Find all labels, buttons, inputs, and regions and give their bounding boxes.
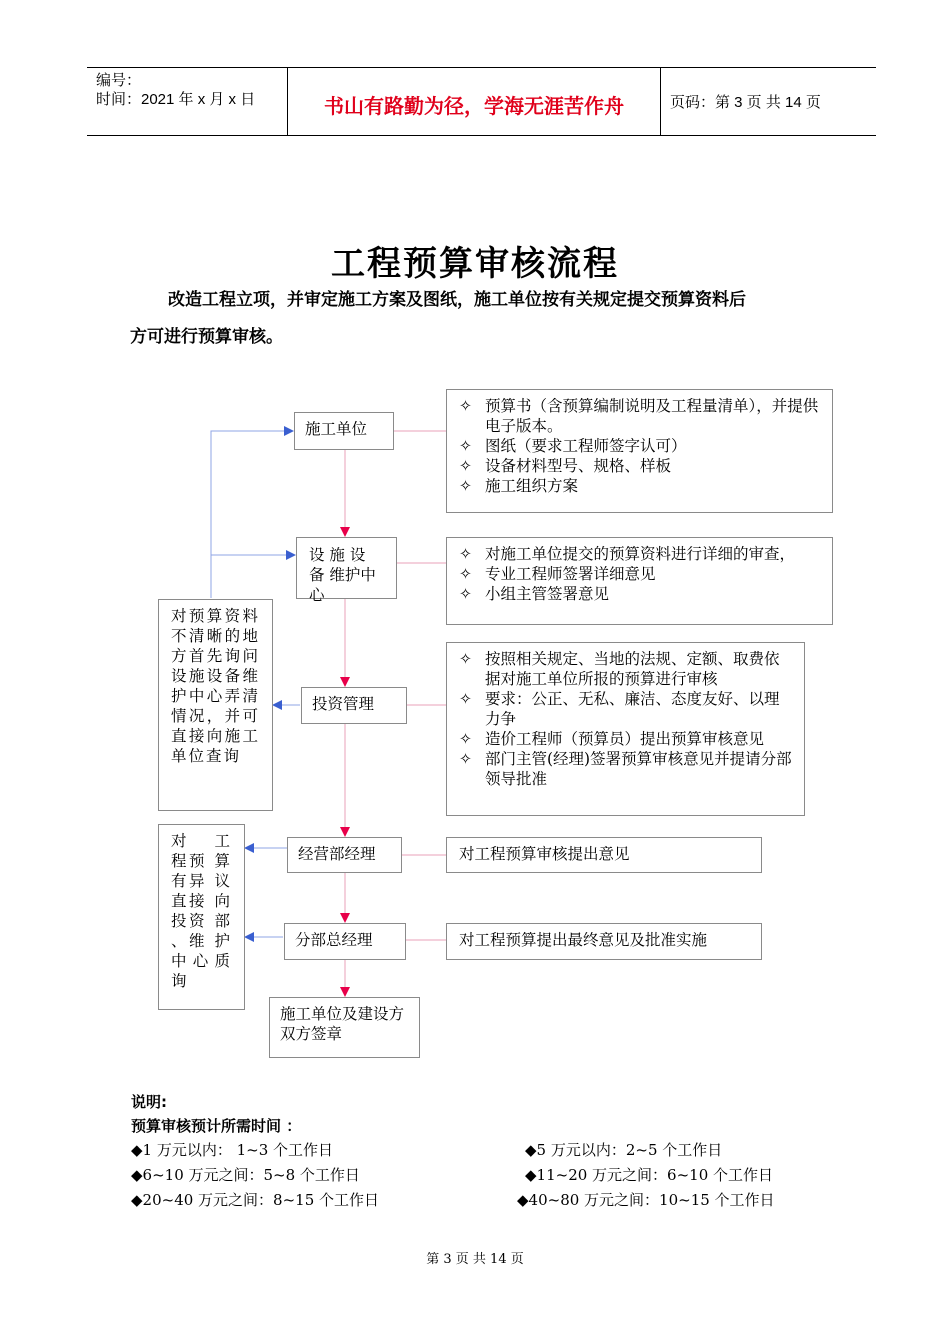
- time-item: ◆5 万元以内：2~5 个工作日: [525, 1141, 723, 1159]
- star-marker-icon: ✧: [459, 650, 472, 668]
- note-item: ✧ 按照相关规定、当地的法规、定额、取费依据对施工单位所报的预算进行审核: [459, 650, 780, 688]
- node-investment-management: 投资管理: [301, 687, 407, 724]
- star-marker-icon: ✧: [459, 477, 472, 495]
- time-item: ◆20~40 万元之间：8~15 个工作日: [131, 1191, 380, 1209]
- intro-line-1: 改造工程立项，并审定施工方案及图纸，施工单位按有关规定提交预算资料后: [168, 290, 746, 310]
- page-footer: 第 3 页 共 14 页: [426, 1252, 524, 1267]
- note-branch-approval: 对工程预算提出最终意见及批准实施: [446, 923, 762, 960]
- note-item: ✧ 要求：公正、无私、廉洁、态度友好、以理力争: [459, 690, 780, 728]
- star-marker-icon: ✧: [459, 565, 472, 583]
- node-contractor: 施工单位: [294, 412, 394, 450]
- star-marker-icon: ✧: [459, 750, 472, 768]
- header-time-label: 时间：2021 年 x 月 x 日: [96, 91, 256, 108]
- explanation-title: 说明:: [131, 1093, 167, 1111]
- star-marker-icon: ✧: [459, 437, 472, 455]
- intro-line-2: 方可进行预算审核。: [130, 327, 283, 347]
- header-motto: 书山有路勤为径，学海无涯苦作舟: [324, 94, 624, 118]
- page-title: 工程预算审核流程: [331, 244, 619, 284]
- star-marker-icon: ✧: [459, 545, 472, 563]
- header-code-label: 编号：: [96, 72, 142, 89]
- star-marker-icon: ✧: [459, 690, 472, 708]
- note-facility-review: [446, 537, 833, 625]
- node-final-signature: 施工单位及建设方双方签章: [269, 997, 420, 1058]
- star-marker-icon: ✧: [459, 397, 472, 415]
- time-item: ◆40~80 万元之间：10~15 个工作日: [517, 1191, 775, 1209]
- note-contractor-requirements: [446, 389, 833, 513]
- time-item: ◆1 万元以内： 1~3 个工作日: [131, 1141, 334, 1159]
- note-manager-opinion: 对工程预算审核提出意见: [446, 837, 762, 873]
- note-item: ✧ 图纸（要求工程师签字认可）: [459, 437, 687, 455]
- note-investment-review: [446, 642, 805, 816]
- note-item: ✧ 对施工单位提交的预算资料进行详细的审查，: [459, 545, 796, 563]
- note-item: ✧ 预算书（含预算编制说明及工程量清单），并提供电子版本。: [459, 397, 819, 435]
- note-unclear-materials: 对预算资料不清晰的地方首先询问设施设备维护中心弄清情况，并可直接向施工单位查询: [158, 599, 273, 811]
- star-marker-icon: ✧: [459, 457, 472, 475]
- time-item: ◆11~20 万元之间：6~10 个工作日: [525, 1166, 774, 1184]
- star-marker-icon: ✧: [459, 730, 472, 748]
- note-dispute: 对 工 程预 算 有异 议 直接 向 投资 部 、维 护 中心质询: [158, 824, 245, 1010]
- node-facility-center: 设 施 设 备 维护中心: [296, 537, 397, 599]
- note-item: ✧ 小组主管签署意见: [459, 585, 610, 603]
- time-item: ◆6~10 万元之间：5~8 个工作日: [131, 1166, 360, 1184]
- note-item: ✧ 设备材料型号、规格、样板: [459, 457, 672, 475]
- star-marker-icon: ✧: [459, 585, 472, 603]
- header-page-info: 页码：第 3 页 共 14 页: [670, 94, 821, 111]
- explanation-subtitle: 预算审核预计所需时间 ：: [131, 1117, 302, 1135]
- note-item: ✧ 部门主管(经理)签署预算审核意见并提请分部领导批准: [459, 750, 792, 788]
- note-item: ✧ 施工组织方案: [459, 477, 579, 495]
- note-item: ✧ 专业工程师签署详细意见: [459, 565, 656, 583]
- node-operations-manager: 经营部经理: [287, 837, 402, 873]
- note-item: ✧ 造价工程师（预算员）提出预算审核意见: [459, 730, 765, 748]
- node-branch-general-manager: 分部总经理: [284, 923, 406, 960]
